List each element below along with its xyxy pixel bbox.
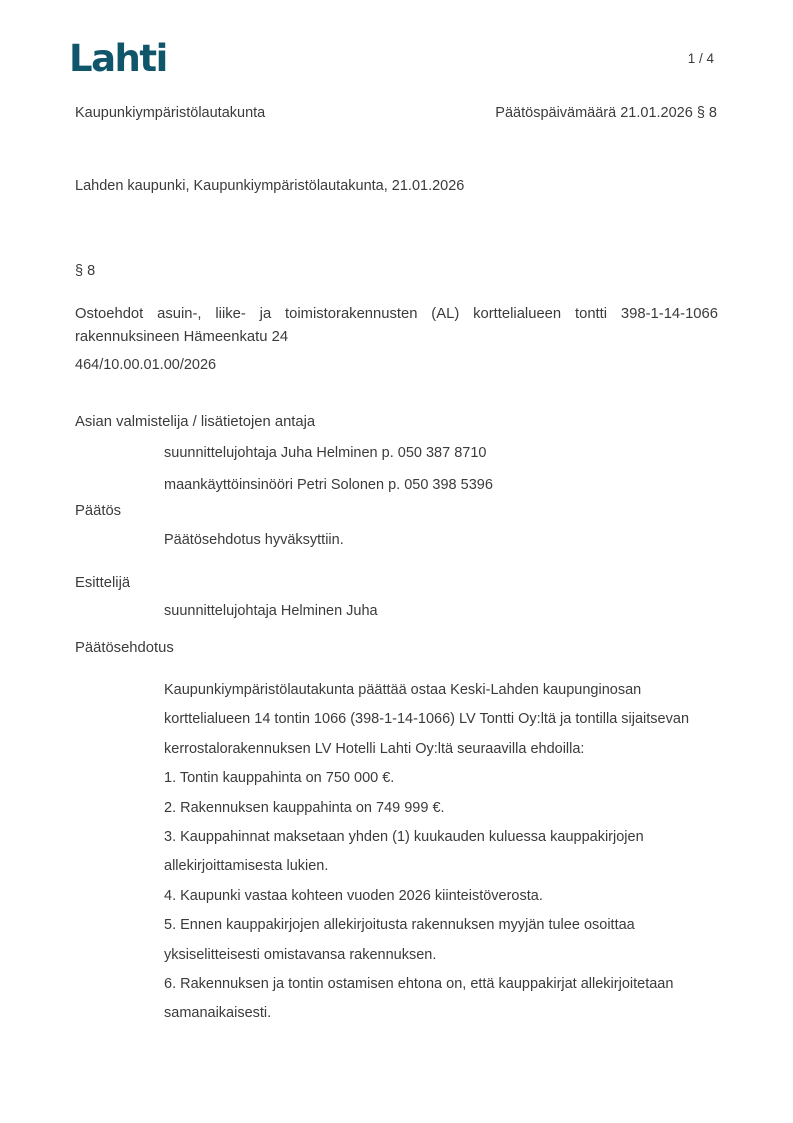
header-decision-date: Päätöspäivämäärä 21.01.2026 § 8: [495, 105, 717, 121]
document-source-line: Lahden kaupunki, Kaupunkiympäristölautakunta, 21.01.2026: [75, 178, 465, 194]
proposal-intro: Kaupunkiympäristölautakunta päättää ostaa Keski-Lahden kaupunginosan korttelialueen 14 tontin 1066 (398-1-14-1066) LV Tontti Oy:ltä ja tontilla sijaitsevan kerrostalorakennuksen LV Hotelli Lahti Oy:ltä seuraavilla ehdoilla:: [164, 682, 690, 757]
proposal-term: 2. Rakennuksen kauppahinta on 749 999 €.: [164, 799, 445, 816]
proposal-term: 6. Rakennuksen ja tontin ostamisen ehtona on, että kauppakirjat allekirjoitetaan samanaikaisesti.: [164, 976, 674, 1022]
presenter-section-heading: Esittelijä: [75, 575, 131, 591]
proposal-term: 4. Kaupunki vastaa kohteen vuoden 2026 kiinteistöverosta.: [164, 887, 543, 904]
proposal-body: [164, 676, 720, 1029]
presenter-text: suunnittelujohtaja Helminen Juha: [164, 603, 378, 619]
lahti-logo: Lahti: [69, 37, 167, 80]
preparer-contact: suunnittelujohtaja Juha Helminen p. 050 387 8710: [164, 445, 487, 461]
header-committee: Kaupunkiympäristölautakunta: [75, 105, 266, 121]
document-title: Ostoehdot asuin-, liike- ja toimistorakennusten (AL) korttelialueen tontti 398-1-14-1066 rakennuksineen Hämeenkatu 24: [75, 306, 718, 345]
page-number: 1 / 4: [687, 51, 714, 66]
section-sign: § 8: [75, 263, 96, 279]
preparer-section-heading: Asian valmistelija / lisätietojen antaja: [75, 414, 316, 430]
proposal-term: 5. Ennen kauppakirjojen allekirjoitusta rakennuksen myyjän tulee osoittaa yksiselitteisesti omistavansa rakennuksen.: [164, 917, 635, 963]
proposal-section-heading: Päätösehdotus: [75, 640, 174, 656]
proposal-term: 1. Tontin kauppahinta on 750 000 €.: [164, 770, 395, 787]
diary-number: 464/10.00.01.00/2026: [75, 357, 217, 373]
preparer-contact: maankäyttöinsinööri Petri Solonen p. 050 398 5396: [164, 477, 493, 493]
decision-text: Päätösehdotus hyväksyttiin.: [164, 532, 344, 548]
proposal-term: 3. Kauppahinnat maksetaan yhden (1) kuukauden kuluessa kauppakirjojen allekirjoittamisesta lukien.: [164, 829, 644, 875]
decision-section-heading: Päätös: [75, 503, 122, 519]
